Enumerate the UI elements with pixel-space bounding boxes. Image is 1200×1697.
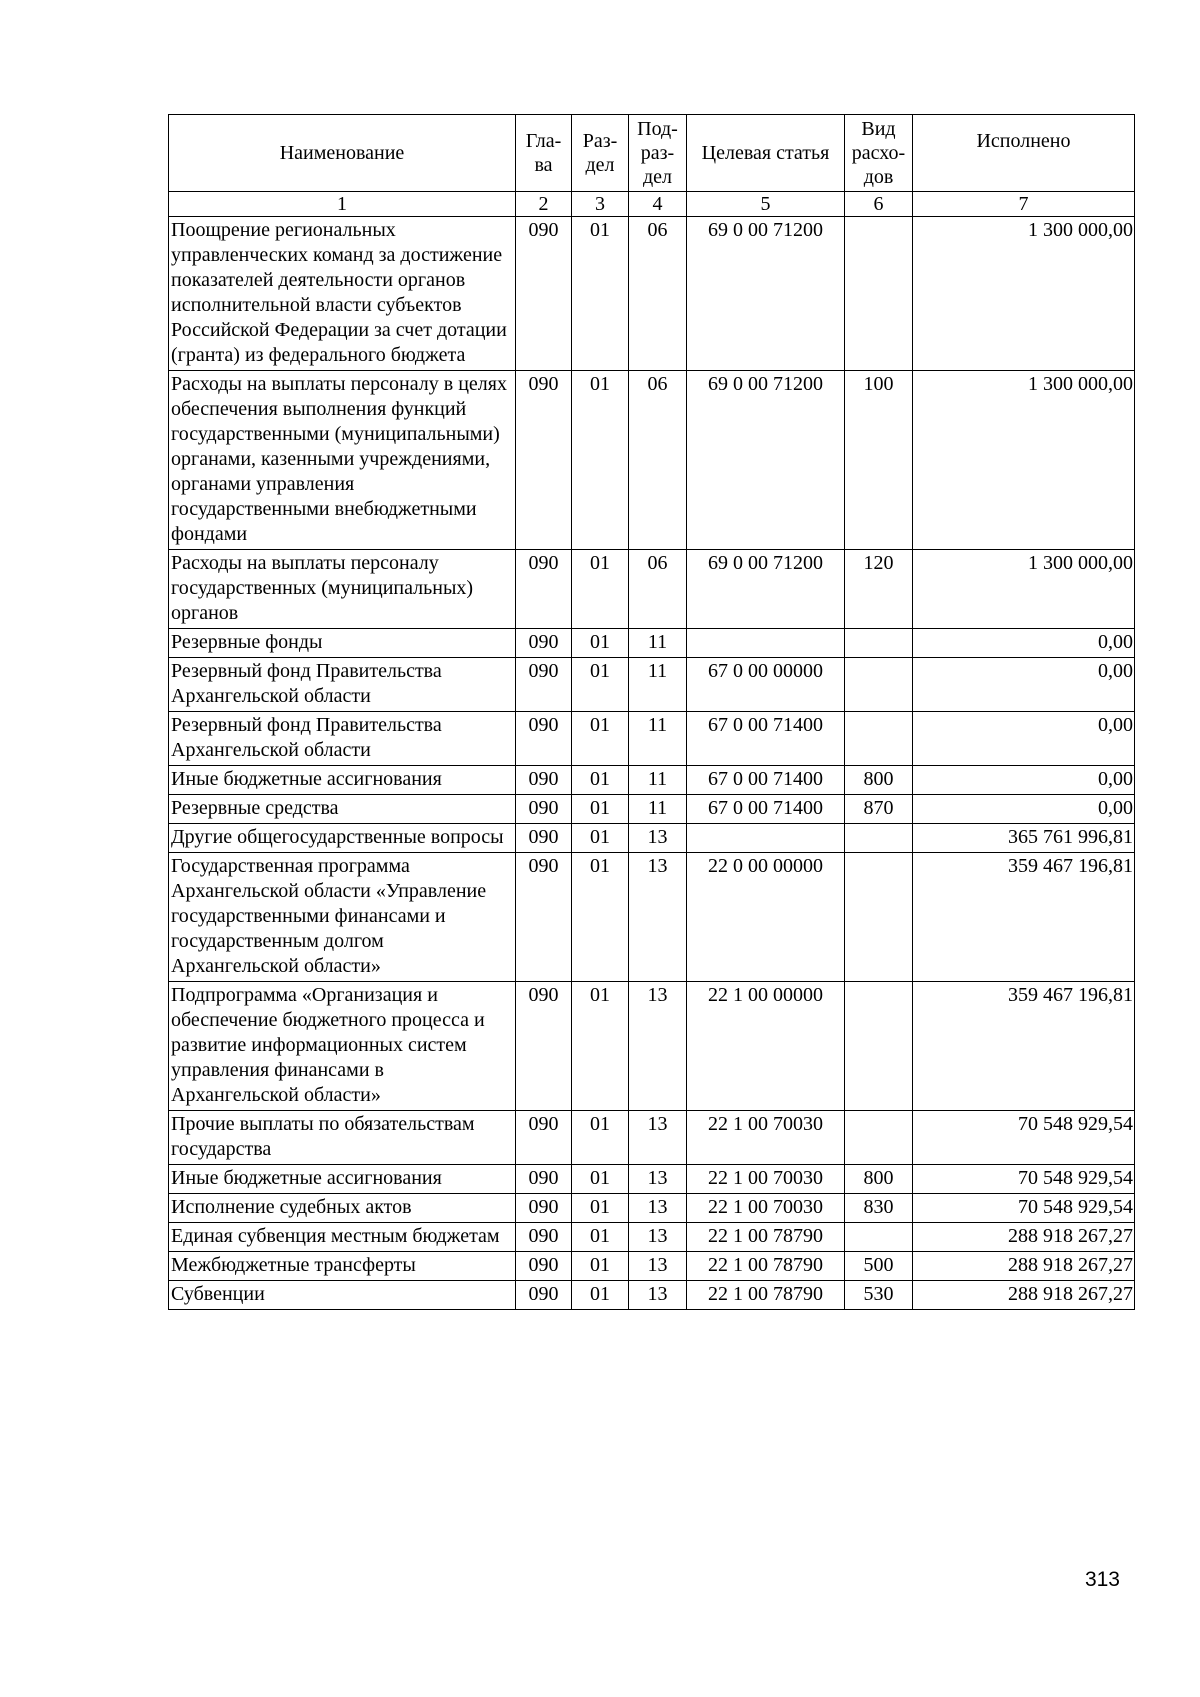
cell-vid [845, 629, 913, 658]
header-podrazdel-line: дел [642, 166, 673, 188]
cell-razdel: 01 [572, 795, 629, 824]
cell-amount: 70 548 929,54 [913, 1111, 1135, 1165]
cell-vid: 830 [845, 1194, 913, 1223]
cell-target: 22 1 00 78790 [687, 1281, 845, 1310]
cell-name: Иные бюджетные ассигнования [169, 766, 516, 795]
header-razdel-line: дел [585, 154, 615, 176]
column-number: 1 [169, 192, 516, 217]
cell-amount: 1 300 000,00 [913, 217, 1135, 371]
header-razdel-line: Раз- [582, 130, 618, 152]
header-executed: Исполнено [913, 115, 1135, 192]
cell-glava: 090 [516, 1223, 572, 1252]
cell-amount: 359 467 196,81 [913, 853, 1135, 982]
cell-target: 69 0 00 71200 [687, 217, 845, 371]
cell-podrazdel: 06 [629, 217, 687, 371]
table-row [169, 982, 1135, 1111]
page-number: 313 [1084, 1568, 1120, 1591]
header-podrazdel-line: раз- [640, 142, 675, 164]
cell-podrazdel: 13 [629, 1223, 687, 1252]
header-name: Наименование [169, 115, 516, 192]
cell-podrazdel: 13 [629, 1281, 687, 1310]
cell-name: Государственная программа Архангельской области «Управление государственными финансами и государственным долгом Архангельской области» [169, 853, 516, 982]
cell-vid [845, 658, 913, 712]
cell-target: 69 0 00 71200 [687, 550, 845, 629]
cell-glava: 090 [516, 371, 572, 550]
cell-amount: 0,00 [913, 766, 1135, 795]
cell-razdel: 01 [572, 982, 629, 1111]
cell-target: 67 0 00 71400 [687, 795, 845, 824]
column-number: 2 [516, 192, 572, 217]
cell-name: Резервные фонды [169, 629, 516, 658]
cell-name: Единая субвенция местным бюджетам [169, 1223, 516, 1252]
cell-amount: 365 761 996,81 [913, 824, 1135, 853]
cell-razdel: 01 [572, 853, 629, 982]
cell-amount: 288 918 267,27 [913, 1223, 1135, 1252]
table-row [169, 795, 1135, 824]
cell-vid [845, 824, 913, 853]
cell-razdel: 01 [572, 1165, 629, 1194]
cell-target [687, 629, 845, 658]
header-glava [516, 115, 572, 192]
cell-name: Субвенции [169, 1281, 516, 1310]
cell-podrazdel: 11 [629, 658, 687, 712]
cell-razdel: 01 [572, 371, 629, 550]
column-number: 3 [572, 192, 629, 217]
column-number: 5 [687, 192, 845, 217]
cell-amount: 0,00 [913, 629, 1135, 658]
cell-podrazdel: 13 [629, 982, 687, 1111]
table-row [169, 766, 1135, 795]
cell-podrazdel: 06 [629, 550, 687, 629]
header-vid-line: расхо- [851, 142, 906, 164]
cell-glava: 090 [516, 766, 572, 795]
header-razdel [572, 115, 629, 192]
column-number: 6 [845, 192, 913, 217]
cell-name: Резервные средства [169, 795, 516, 824]
cell-razdel: 01 [572, 712, 629, 766]
cell-glava: 090 [516, 1165, 572, 1194]
table-row [169, 1281, 1135, 1310]
cell-name: Прочие выплаты по обязательствам государства [169, 1111, 516, 1165]
column-number: 4 [629, 192, 687, 217]
cell-vid: 500 [845, 1252, 913, 1281]
cell-amount: 288 918 267,27 [913, 1252, 1135, 1281]
cell-vid: 800 [845, 1165, 913, 1194]
cell-podrazdel: 11 [629, 766, 687, 795]
cell-target: 67 0 00 71400 [687, 712, 845, 766]
table-row [169, 217, 1135, 371]
cell-name: Резервный фонд Правительства Архангельской области [169, 712, 516, 766]
cell-vid [845, 982, 913, 1111]
cell-glava: 090 [516, 824, 572, 853]
cell-amount: 70 548 929,54 [913, 1194, 1135, 1223]
cell-glava: 090 [516, 550, 572, 629]
cell-podrazdel: 13 [629, 1252, 687, 1281]
cell-podrazdel: 11 [629, 629, 687, 658]
cell-amount: 0,00 [913, 795, 1135, 824]
table-row [169, 658, 1135, 712]
cell-vid [845, 1111, 913, 1165]
cell-vid: 800 [845, 766, 913, 795]
table-row [169, 1223, 1135, 1252]
cell-amount: 1 300 000,00 [913, 371, 1135, 550]
cell-name: Резервный фонд Правительства Архангельской области [169, 658, 516, 712]
cell-name: Расходы на выплаты персоналу в целях обеспечения выполнения функций государственными (муниципальными) органами, казенными учреждениями, органами управления государственными внебюджетными фондами [169, 371, 516, 550]
cell-amount: 0,00 [913, 712, 1135, 766]
cell-target: 67 0 00 00000 [687, 658, 845, 712]
cell-target: 22 0 00 00000 [687, 853, 845, 982]
header-row [169, 115, 1135, 192]
cell-podrazdel: 13 [629, 824, 687, 853]
cell-target: 22 1 00 00000 [687, 982, 845, 1111]
header-vid-line: Вид [861, 118, 896, 140]
column-numbers-row [169, 192, 1135, 217]
cell-name: Поощрение региональных управленческих команд за достижение показателей деятельности органов исполнительной власти субъектов Российской Федерации за счет дотации (гранта) из федерального бюджета [169, 217, 516, 371]
cell-vid [845, 853, 913, 982]
cell-name: Межбюджетные трансферты [169, 1252, 516, 1281]
header-podrazdel [629, 115, 687, 192]
cell-glava: 090 [516, 982, 572, 1111]
cell-target: 22 1 00 78790 [687, 1252, 845, 1281]
cell-glava: 090 [516, 853, 572, 982]
table-row [169, 1111, 1135, 1165]
cell-podrazdel: 11 [629, 712, 687, 766]
cell-target: 22 1 00 70030 [687, 1111, 845, 1165]
header-target: Целевая статья [687, 115, 845, 192]
cell-podrazdel: 13 [629, 853, 687, 982]
cell-razdel: 01 [572, 629, 629, 658]
cell-name: Другие общегосударственные вопросы [169, 824, 516, 853]
cell-razdel: 01 [572, 217, 629, 371]
cell-vid [845, 1223, 913, 1252]
cell-glava: 090 [516, 795, 572, 824]
cell-glava: 090 [516, 629, 572, 658]
table-row [169, 1252, 1135, 1281]
header-glava-line: ва [534, 154, 553, 176]
cell-podrazdel: 13 [629, 1111, 687, 1165]
cell-vid [845, 217, 913, 371]
cell-amount: 0,00 [913, 658, 1135, 712]
table-row [169, 824, 1135, 853]
cell-target: 69 0 00 71200 [687, 371, 845, 550]
cell-vid: 120 [845, 550, 913, 629]
cell-podrazdel: 13 [629, 1194, 687, 1223]
cell-vid: 870 [845, 795, 913, 824]
table-row [169, 629, 1135, 658]
cell-target: 22 1 00 78790 [687, 1223, 845, 1252]
cell-glava: 090 [516, 658, 572, 712]
cell-amount: 70 548 929,54 [913, 1165, 1135, 1194]
cell-target: 22 1 00 70030 [687, 1165, 845, 1194]
table-row [169, 853, 1135, 982]
cell-razdel: 01 [572, 1111, 629, 1165]
header-glava-line: Гла- [525, 130, 562, 152]
cell-podrazdel: 13 [629, 1165, 687, 1194]
cell-razdel: 01 [572, 1252, 629, 1281]
header-vid-line: дов [863, 166, 894, 188]
cell-target: 22 1 00 70030 [687, 1194, 845, 1223]
cell-name: Подпрограмма «Организация и обеспечение бюджетного процесса и развитие информационных систем управления финансами в Архангельской области» [169, 982, 516, 1111]
cell-glava: 090 [516, 1194, 572, 1223]
cell-razdel: 01 [572, 550, 629, 629]
cell-name: Расходы на выплаты персоналу государственных (муниципальных) органов [169, 550, 516, 629]
header-vid [845, 115, 913, 192]
table-row [169, 1165, 1135, 1194]
cell-amount: 1 300 000,00 [913, 550, 1135, 629]
cell-amount: 359 467 196,81 [913, 982, 1135, 1111]
cell-vid: 100 [845, 371, 913, 550]
cell-name: Исполнение судебных актов [169, 1194, 516, 1223]
cell-podrazdel: 06 [629, 371, 687, 550]
cell-razdel: 01 [572, 1223, 629, 1252]
table-row [169, 371, 1135, 550]
cell-glava: 090 [516, 712, 572, 766]
table-row [169, 1194, 1135, 1223]
cell-vid: 530 [845, 1281, 913, 1310]
table-row [169, 712, 1135, 766]
column-number: 7 [913, 192, 1135, 217]
cell-glava: 090 [516, 1111, 572, 1165]
cell-razdel: 01 [572, 824, 629, 853]
cell-podrazdel: 11 [629, 795, 687, 824]
cell-name: Иные бюджетные ассигнования [169, 1165, 516, 1194]
cell-target: 67 0 00 71400 [687, 766, 845, 795]
header-podrazdel-line: Под- [637, 118, 678, 140]
cell-amount: 288 918 267,27 [913, 1281, 1135, 1310]
cell-glava: 090 [516, 217, 572, 371]
cell-razdel: 01 [572, 766, 629, 795]
cell-razdel: 01 [572, 658, 629, 712]
cell-glava: 090 [516, 1252, 572, 1281]
cell-glava: 090 [516, 1281, 572, 1310]
budget-execution-table [168, 114, 1135, 1310]
cell-target [687, 824, 845, 853]
table-row [169, 550, 1135, 629]
cell-razdel: 01 [572, 1194, 629, 1223]
cell-vid [845, 712, 913, 766]
cell-razdel: 01 [572, 1281, 629, 1310]
